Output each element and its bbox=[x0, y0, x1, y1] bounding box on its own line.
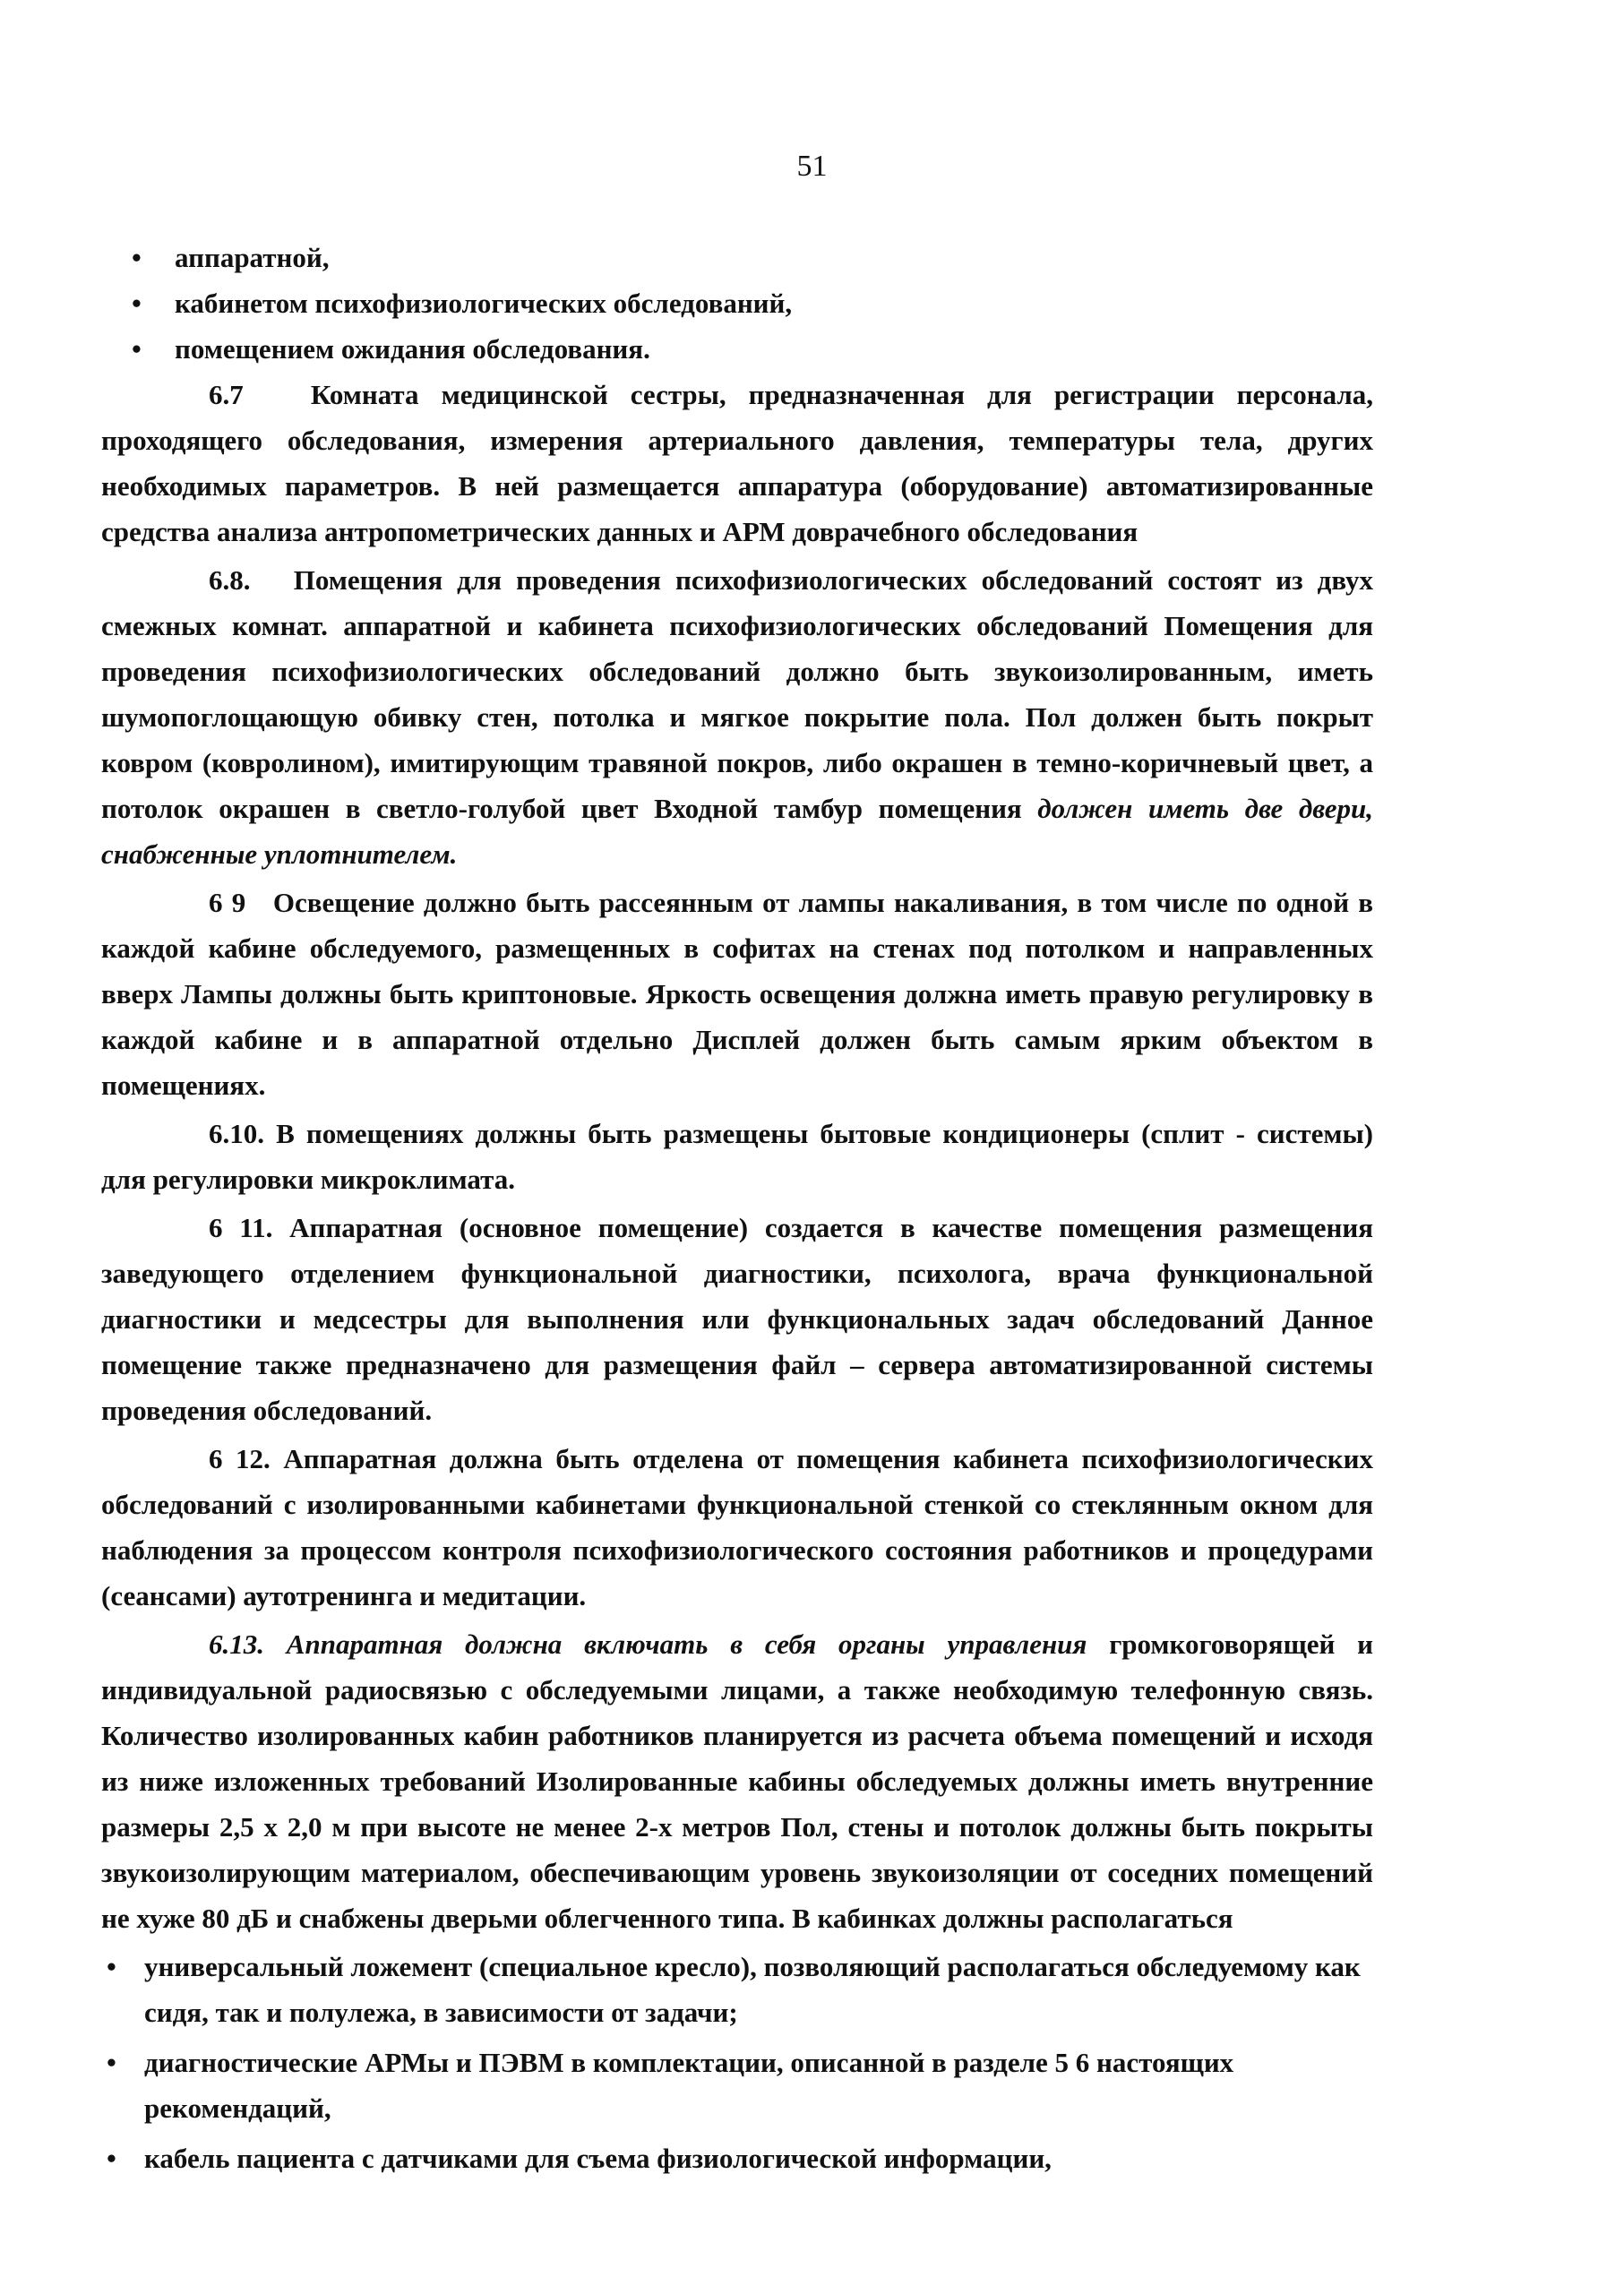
list-item: • аппаратной, bbox=[101, 235, 1373, 280]
paragraph-6-9 bbox=[101, 880, 1373, 1108]
paragraph-text: Освещение должно быть рассеянным от лампы накаливания, в том числе по одной в каждой кабине обследуемого, размещенных в софитах на стенах под потолком и направленных вверх Лампы должны быть криптоновые. Яркость освещения должна иметь правую регулировку в каждой кабине и в аппаратной отдельно Дисплей должен быть самым ярким объектом в помещениях. bbox=[101, 887, 1374, 1101]
paragraph-italic-head: Аппаратная должна включать в себя органы управления bbox=[286, 1628, 1087, 1660]
paragraph-number: 6.7 bbox=[209, 379, 244, 410]
paragraph-number: 6 9 bbox=[209, 887, 246, 918]
paragraph-text: громкоговорящей и индивидуальной радиосвязью с обследуемыми лицами, а также необходимую телефонную связь. Количество изолированных кабин работников планируется из расчета объема помещений и исходя из ниже изложенных требований Изолированные кабины обследуемых должны иметь внутренние размеры 2,5 х 2,0 м при высоте не менее 2-х метров Пол, стены и потолок должны быть покрыты звукоизолирующим материалом, обеспечивающим уровень звукоизоляции от соседних помещений не хуже 80 дБ и снабжены дверьми облегченного типа. В кабинках должны располагаться bbox=[101, 1628, 1374, 1934]
paragraph-number: 6.13. bbox=[209, 1628, 264, 1660]
list-item: • кабель пациента с датчиками для съема физиологической информации, bbox=[101, 2135, 1373, 2181]
paragraph-6-13 bbox=[101, 1621, 1373, 1941]
cabin-equipment-list bbox=[101, 1944, 1373, 2181]
paragraph-number: 6.8. bbox=[209, 564, 251, 596]
paragraph-6-10 bbox=[101, 1111, 1373, 1202]
page-content bbox=[101, 235, 1373, 2186]
list-item: • универсальный ложемент (специальное кресло), позволяющий располагаться обследуемому как сидя, так и полулежа, в зависимости от задачи; bbox=[101, 1944, 1373, 2035]
paragraph-text: Аппаратная (основное помещение) создается в качестве помещения размещения заведующего отделением функциональной диагностики, психолога, врача функциональной диагностики и медсестры для выполнения или функциональных задач обследований Данное помещение также предназначено для размещения файл – сервера автоматизированной системы проведения обследований. bbox=[101, 1212, 1373, 1426]
list-item: • кабинетом психофизиологических обследований, bbox=[101, 280, 1373, 326]
room-list bbox=[101, 235, 1373, 372]
paragraph-number: 6 11. bbox=[209, 1212, 273, 1243]
page-number: 51 bbox=[796, 150, 828, 183]
list-item: • помещением ожидания обследования. bbox=[101, 326, 1373, 372]
paragraph-6-12 bbox=[101, 1436, 1373, 1619]
paragraph-6-11 bbox=[101, 1205, 1373, 1433]
paragraph-italic-tail: должен иметь две двери, снабженные уплотнителем. bbox=[101, 793, 1373, 870]
paragraph-text: В помещениях должны быть размещены бытовые кондиционеры (сплит - системы) для регулировки микроклимата. bbox=[101, 1118, 1373, 1195]
paragraph-text: Помещения для проведения психофизиологических обследований состоят из двух смежных комнат. аппаратной и кабинета психофизиологических обследований Помещения для проведения психофизиологических обследований должно быть звукоизолированным, иметь шумопоглощающую обивку стен, потолка и мягкое покрытие пола. Пол должен быть покрыт ковром (ковролином), имитирующим травяной покров, либо окрашен в темно-коричневый цвет, а потолок окрашен в светло-голубой цвет Входной тамбур помещения bbox=[101, 564, 1374, 824]
paragraph-text: Комната медицинской сестры, предназначенная для регистрации персонала, проходящего обследования, измерения артериального давления, температуры тела, других необходимых параметров. В ней размещается аппаратура (оборудование) автоматизированные средства анализа антропометрических данных и АРМ доврачебного обследования bbox=[101, 379, 1374, 547]
paragraph-6-8 bbox=[101, 557, 1373, 877]
paragraph-number: 6.10. bbox=[209, 1118, 264, 1149]
list-item: • диагностические АРМы и ПЭВМ в комплектации, описанной в разделе 5 6 настоящих рекомендаций, bbox=[101, 2040, 1373, 2131]
paragraph-number: 6 12. bbox=[209, 1443, 271, 1474]
paragraph-text: Аппаратная должна быть отделена от помещения кабинета психофизиологических обследований с изолированными кабинетами функциональной стенкой со стеклянным окном для наблюдения за процессом контроля психофизиологического состояния работников и процедурами (сеансами) аутотренинга и медитации. bbox=[101, 1443, 1374, 1611]
paragraph-6-7 bbox=[101, 372, 1373, 554]
